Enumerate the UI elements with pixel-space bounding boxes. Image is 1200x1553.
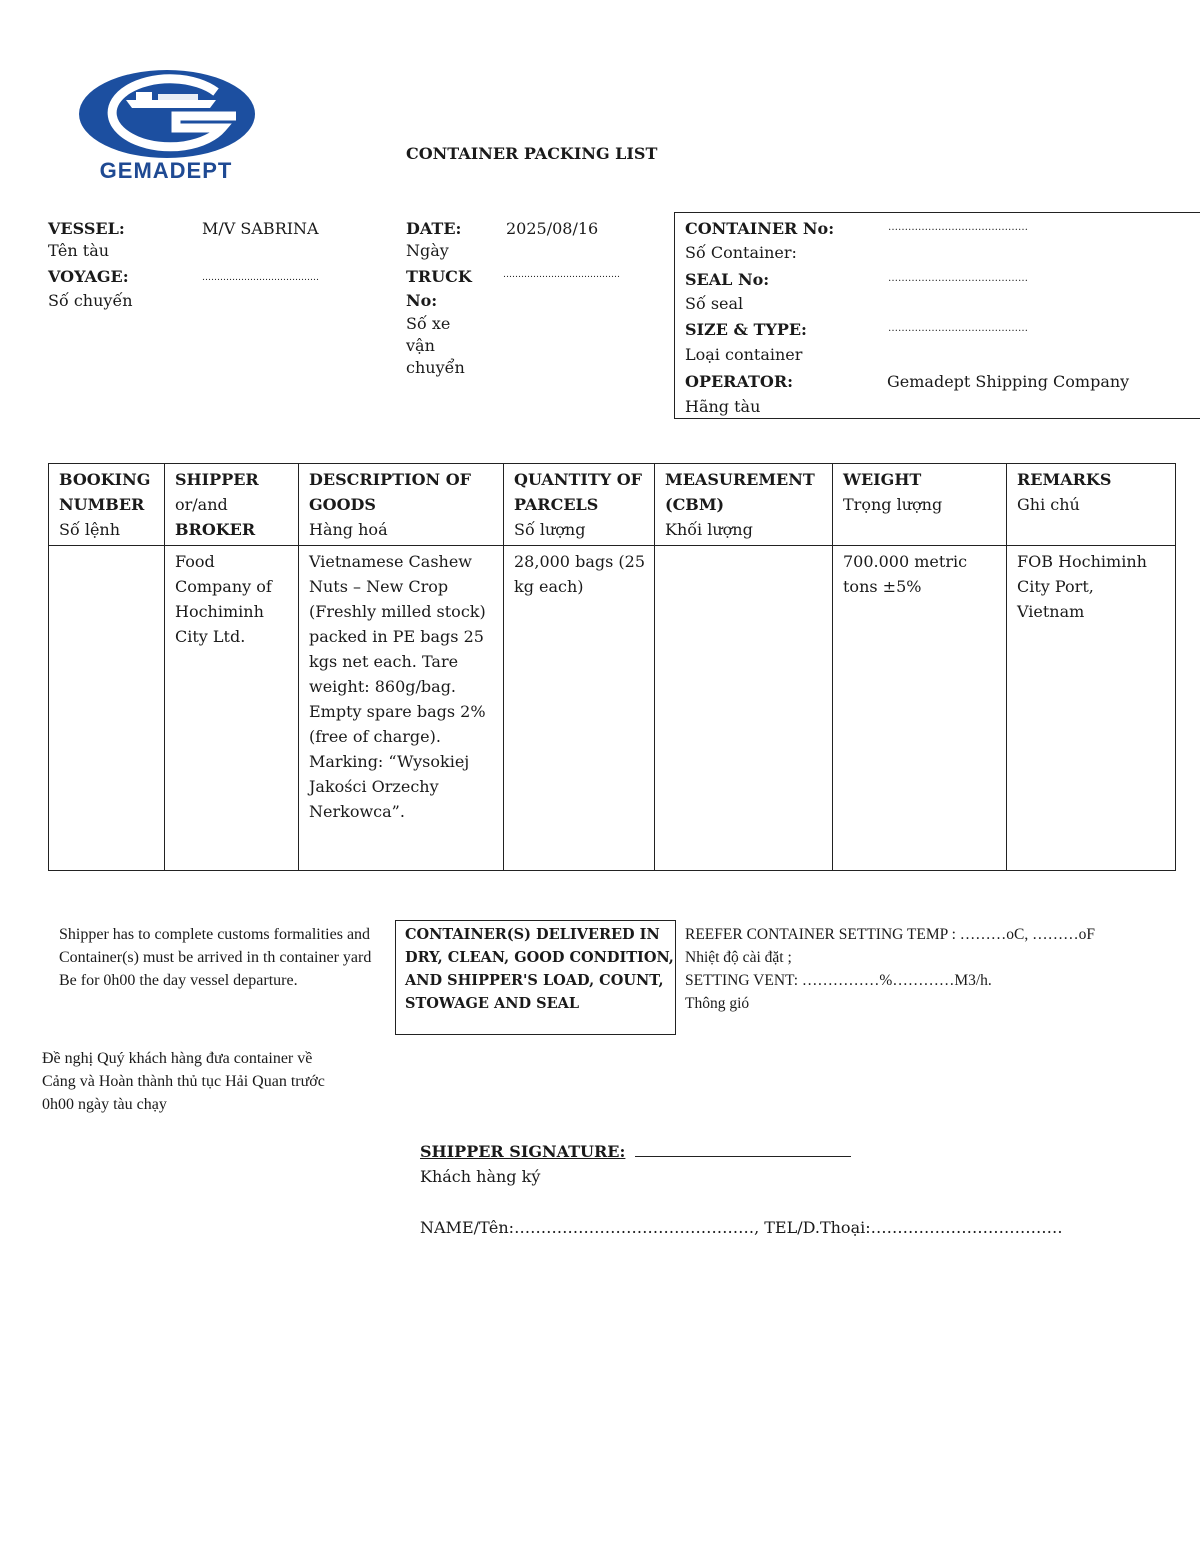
operator-label-vn: Hãng tàu [685, 397, 761, 416]
voyage-value: ………………………………… [202, 273, 319, 283]
seal-no-label: SEAL No: [685, 270, 770, 289]
cell-weight: 700.000 metric tons ±5% [833, 546, 1007, 871]
reefer-temp-vn: Nhiệt độ cài đặt ; [685, 949, 792, 966]
delivered-condition-box: CONTAINER(S) DELIVERED IN DRY, CLEAN, GOOD CONDITION, AND SHIPPER'S LOAD, COUNT, STOWAGE AND SEAL [395, 920, 676, 1035]
header-remarks: REMARKS Ghi chú [1007, 464, 1176, 546]
date-label-vn: Ngày [406, 241, 449, 260]
gemadept-logo [66, 70, 266, 188]
seal-no-value: …………………………………… [888, 273, 1028, 284]
header-quantity: QUANTITY OF PARCELS Số lượng [504, 464, 655, 546]
customs-note: Shipper has to complete customs formalities and Container(s) must be arrived in th container yard Be for 0h00 the day vessel departure. [59, 926, 372, 989]
size-type-label-vn: Loại container [685, 345, 803, 364]
reefer-vent-vn: Thông gió [685, 995, 750, 1012]
vessel-value: M/V SABRINA [202, 219, 319, 238]
cell-description: Vietnamese Cashew Nuts – New Crop (Freshly milled stock) packed in PE bags 25 kgs net each. Tare weight: 860g/bag. Empty spare bags 2% (free of charge). Marking: “Wysokiej Jakości Orzechy Nerkowca”. [299, 546, 504, 871]
container-no-label-vn: Số Container: [685, 243, 797, 262]
svg-text:GEMADEPT: GEMADEPT [99, 158, 233, 183]
table-row [49, 546, 1176, 871]
cell-quantity: 28,000 bags (25 kg each) [504, 546, 655, 871]
header-booking: BOOKING NUMBER Số lệnh [49, 464, 165, 546]
reefer-vent: SETTING VENT: ……………%…………M3/h. [685, 972, 992, 989]
header-measurement: MEASUREMENT (CBM) Khối lượng [655, 464, 833, 546]
signature-label-vn: Khách hàng ký [420, 1167, 541, 1186]
voyage-label-vn: Số chuyến [48, 291, 133, 310]
header-weight: WEIGHT Trọng lượng [833, 464, 1007, 546]
table-header-row [49, 464, 1176, 546]
signature-line [420, 1140, 851, 1163]
date-value: 2025/08/16 [506, 219, 599, 238]
size-type-value: …………………………………… [888, 323, 1028, 334]
voyage-label: VOYAGE: [48, 267, 129, 286]
truck-label-vn-1: Số xe [406, 314, 451, 333]
reefer-temp: REEFER CONTAINER SETTING TEMP : ………oC, ………oF [685, 926, 1095, 943]
operator-label: OPERATOR: [685, 372, 794, 391]
truck-label-vn-3: chuyển [406, 358, 465, 377]
cell-measurement [655, 546, 833, 871]
operator-value: Gemadept Shipping Company [887, 372, 1130, 391]
date-label: DATE: [406, 219, 462, 238]
name-tel-line: NAME/Tên:………………………………………, TEL/D.Thoại:……………………………… [420, 1218, 1063, 1237]
truck-label-2: No: [406, 291, 438, 310]
cell-remarks: FOB Hochiminh City Port, Vietnam [1007, 546, 1176, 871]
header-shipper: SHIPPER or/and BROKER [165, 464, 299, 546]
signature-label: SHIPPER SIGNATURE: [420, 1142, 626, 1161]
cell-booking [49, 546, 165, 871]
header-description: DESCRIPTION OF GOODS Hàng hoá [299, 464, 504, 546]
container-no-label: CONTAINER No: [685, 219, 835, 238]
vessel-label: VESSEL: [48, 219, 125, 238]
seal-no-label-vn: Số seal [685, 294, 744, 313]
signature-blank [635, 1142, 851, 1157]
document-title: CONTAINER PACKING LIST [406, 144, 658, 163]
container-no-value: …………………………………… [888, 222, 1028, 233]
truck-value: ………………………………… [503, 270, 620, 280]
size-type-label: SIZE & TYPE: [685, 320, 807, 339]
vessel-label-vn: Tên tàu [48, 241, 110, 260]
customs-note-vn: Đề nghị Quý khách hàng đưa container về Cảng và Hoàn thành thủ tục Hải Quan trước 0h00 ngày tàu chạy [42, 1050, 325, 1113]
truck-label: TRUCK [406, 267, 472, 286]
cell-shipper: Food Company of Hochiminh City Ltd. [165, 546, 299, 871]
goods-table [48, 463, 1176, 871]
truck-label-vn-2: vận [406, 336, 435, 355]
